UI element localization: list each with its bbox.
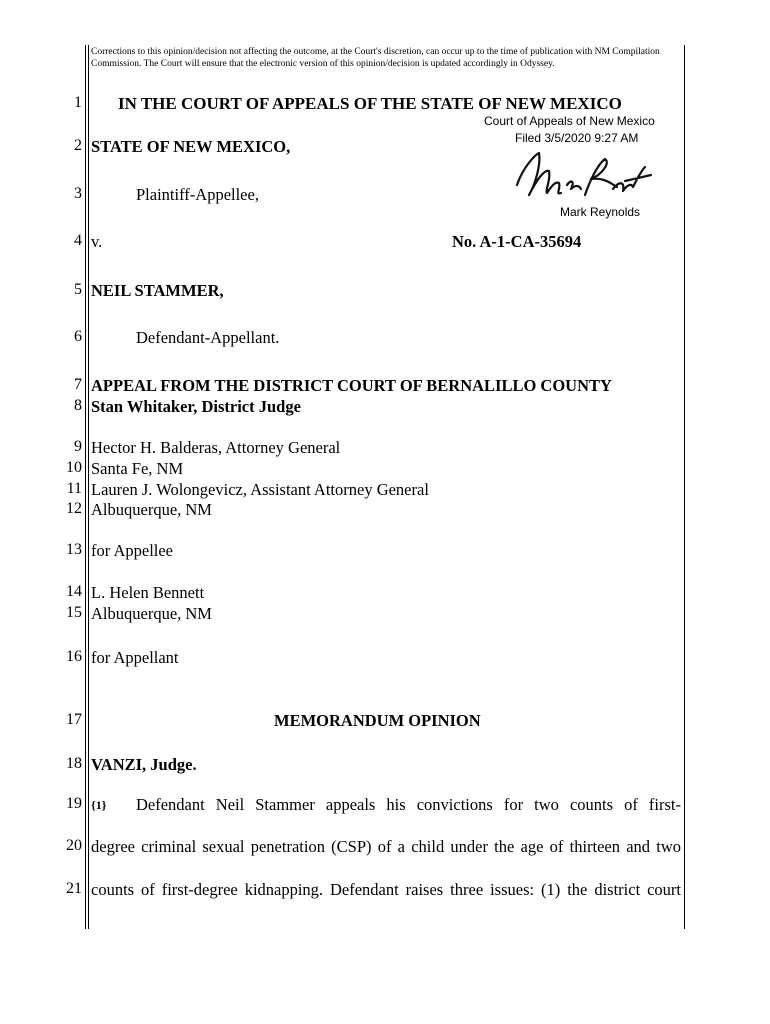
- appellee-label: for Appellee: [91, 541, 174, 560]
- line-number: 7: [74, 376, 82, 393]
- line-number: 6: [74, 328, 82, 345]
- appellant-counsel-line: L. Helen Bennett: [91, 583, 205, 602]
- corrections-notice: Corrections to this opinion/decision not affecting the outcome, at the Court's discretion, can occur up to the time of publication with NM Compilation Commission. The Court will ensure that the electronic version of this opinion/decision is updated accordingly in Odyssey.: [91, 47, 660, 69]
- line-number: 15: [66, 604, 82, 621]
- filing-date: Filed 3/5/2020 9:27 AM: [515, 131, 639, 145]
- line-number: 5: [74, 281, 82, 298]
- line-number: 12: [66, 500, 82, 517]
- line-number: 2: [74, 137, 82, 154]
- line-number: 9: [74, 438, 82, 455]
- appellee-counsel-line: Albuquerque, NM: [91, 500, 212, 519]
- author-judge: VANZI, Judge.: [91, 755, 197, 774]
- plaintiff-name: STATE OF NEW MEXICO,: [91, 137, 291, 156]
- appellant-counsel-line: Albuquerque, NM: [91, 604, 212, 623]
- appeal-from: APPEAL FROM THE DISTRICT COURT OF BERNALILLO COUNTY: [91, 376, 612, 395]
- right-rule: [684, 45, 685, 929]
- case-number: No. A-1-CA-35694: [452, 232, 582, 251]
- line-number: 16: [66, 648, 82, 665]
- line-number: 17: [66, 711, 82, 728]
- line-number: 4: [74, 232, 82, 249]
- opinion-line: degree criminal sexual penetration (CSP) of a child under the age of thirteen and two: [91, 837, 681, 856]
- appellee-counsel-line: Lauren J. Wolongevicz, Assistant Attorney General: [91, 480, 429, 499]
- line-number: 19: [66, 795, 82, 812]
- line-number: 3: [74, 185, 82, 202]
- line-number: 18: [66, 755, 82, 772]
- left-rule-inner: [88, 45, 89, 929]
- opinion-line: Defendant Neil Stammer appeals his convictions for two counts of first-: [136, 795, 681, 814]
- appellee-counsel-line: Santa Fe, NM: [91, 459, 184, 478]
- defendant-role: Defendant-Appellant.: [136, 328, 280, 347]
- line-number: 20: [66, 837, 82, 854]
- district-judge: Stan Whitaker, District Judge: [91, 397, 301, 416]
- line-number: 10: [66, 459, 82, 476]
- opinion-line: counts of first-degree kidnapping. Defendant raises three issues: (1) the district court: [91, 880, 681, 899]
- line-number: 11: [66, 480, 82, 497]
- paragraph-marker: {1}: [91, 798, 107, 812]
- court-title: IN THE COURT OF APPEALS OF THE STATE OF NEW MEXICO: [118, 94, 622, 113]
- versus: v.: [91, 232, 103, 251]
- line-number: 21: [66, 880, 82, 897]
- appellant-label: for Appellant: [91, 648, 179, 667]
- filing-signer: Mark Reynolds: [560, 205, 641, 219]
- left-rule-outer: [85, 45, 86, 929]
- line-number: 13: [66, 541, 82, 558]
- filing-court: Court of Appeals of New Mexico: [484, 114, 655, 128]
- line-number: 1: [74, 94, 82, 111]
- plaintiff-role: Plaintiff-Appellee,: [136, 185, 259, 204]
- line-number: 8: [74, 397, 82, 414]
- line-number: 14: [66, 583, 82, 600]
- appellee-counsel-line: Hector H. Balderas, Attorney General: [91, 438, 341, 457]
- signature-image: [505, 145, 655, 207]
- defendant-name: NEIL STAMMER,: [91, 281, 224, 300]
- opinion-heading: MEMORANDUM OPINION: [274, 711, 481, 730]
